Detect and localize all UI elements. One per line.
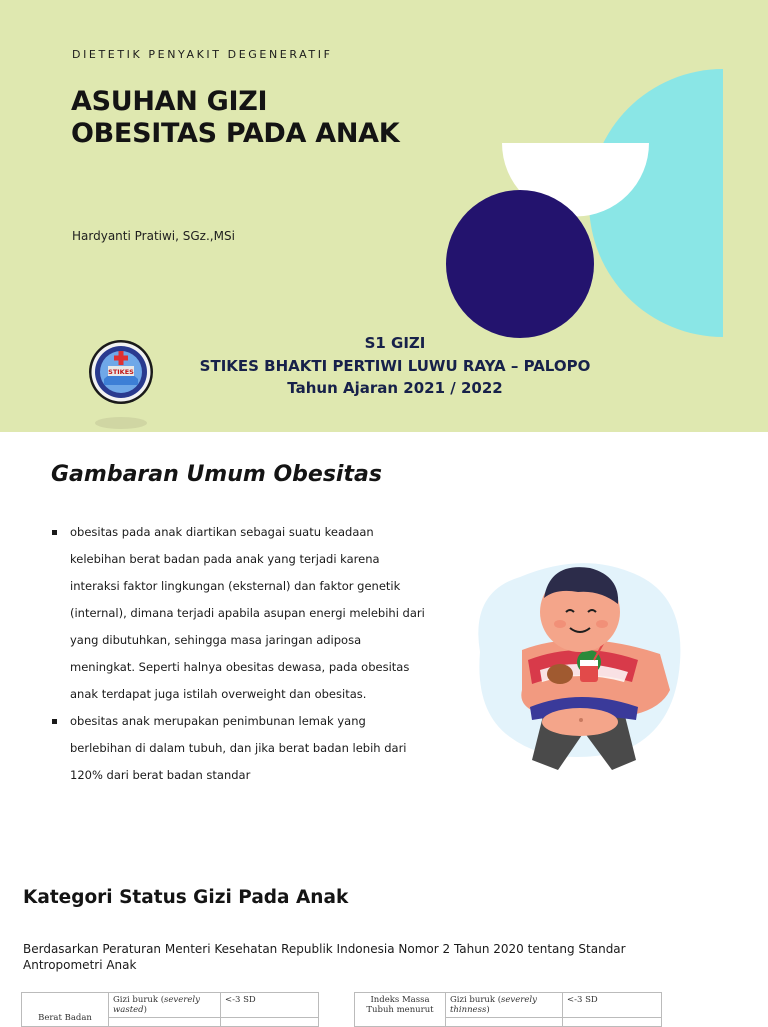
table-threshold-cell: <-3 SD [563, 993, 662, 1018]
table-category-cell: Gizi buruk (severely thinness) [446, 993, 563, 1018]
status-table-weight [21, 992, 319, 1027]
title-line-2: OBESITAS PADA ANAK [71, 118, 400, 149]
table-index-cell: Indeks Massa Tubuh menurut [355, 993, 446, 1027]
author-name: Hardyanti Pratiwi, SGz.,MSi [72, 229, 235, 243]
category-slide [0, 850, 768, 1024]
institution-name: STIKES BHAKTI PERTIWI LUWU RAYA – PALOPO [199, 356, 591, 375]
regulation-reference [23, 941, 723, 973]
title-slide [0, 0, 768, 432]
bullet-line: 120% dari berat badan standar [70, 768, 251, 782]
overview-slide [0, 432, 768, 850]
logo-text: STIKES [108, 368, 134, 376]
bullet-marker [52, 530, 57, 535]
bullet-item [51, 708, 451, 789]
bullet-line: meningkat. Seperti halnya obesitas dewasa, pada obesitas [70, 660, 410, 674]
bullet-line: berlebihan di dalam tubuh, dan jika berat badan lebih dari [70, 741, 407, 755]
bullet-marker [52, 719, 57, 724]
academic-year: Tahun Ajaran 2021 / 2022 [287, 379, 503, 397]
category-title: Kategori Status Gizi Pada Anak [23, 887, 349, 908]
obese-child-eating-icon [460, 532, 690, 782]
bullet-list [51, 519, 451, 789]
bullet-line: kelebihan berat badan pada anak yang terjadi karena [70, 552, 380, 566]
bullet-line: obesitas anak merupakan penimbunan lemak yang [70, 714, 366, 728]
overview-title: Gambaran Umum Obesitas [51, 462, 382, 487]
bullet-line: anak terdapat juga istilah overweight dan obesitas. [70, 687, 367, 701]
institution-logo-icon [88, 339, 156, 432]
title-line-1: ASUHAN GIZI [71, 86, 268, 117]
bullet-line: (internal), dimana terjadi apabila asupan energi melebihi dari [70, 606, 425, 620]
bullet-line: interaksi faktor lingkungan (eksternal) dan faktor genetik [70, 579, 401, 593]
reference-line: Berdasarkan Peraturan Menteri Kesehatan Republik Indonesia Nomor 2 Tahun 2020 tentang Standar [23, 942, 626, 956]
table-category-cell: Gizi buruk (severely wasted) [109, 993, 221, 1018]
bullet-line: yang dibutuhkan, sehingga masa jaringan adiposa [70, 633, 362, 647]
institution-block [190, 332, 600, 400]
bullet-line: obesitas pada anak diartikan sebagai suatu keadaan [70, 525, 374, 539]
table-threshold-cell: <-3 SD [221, 993, 319, 1018]
table-index-cell: Berat Badan [22, 993, 109, 1027]
bullet-item [51, 519, 451, 708]
slide-title [71, 86, 399, 150]
status-table-bmi [354, 992, 662, 1027]
navy-circle [446, 190, 594, 338]
program-name: S1 GIZI [364, 334, 426, 352]
course-kicker: DIETETIK PENYAKIT DEGENERATIF [72, 48, 333, 61]
reference-line: Antropometri Anak [23, 958, 137, 972]
